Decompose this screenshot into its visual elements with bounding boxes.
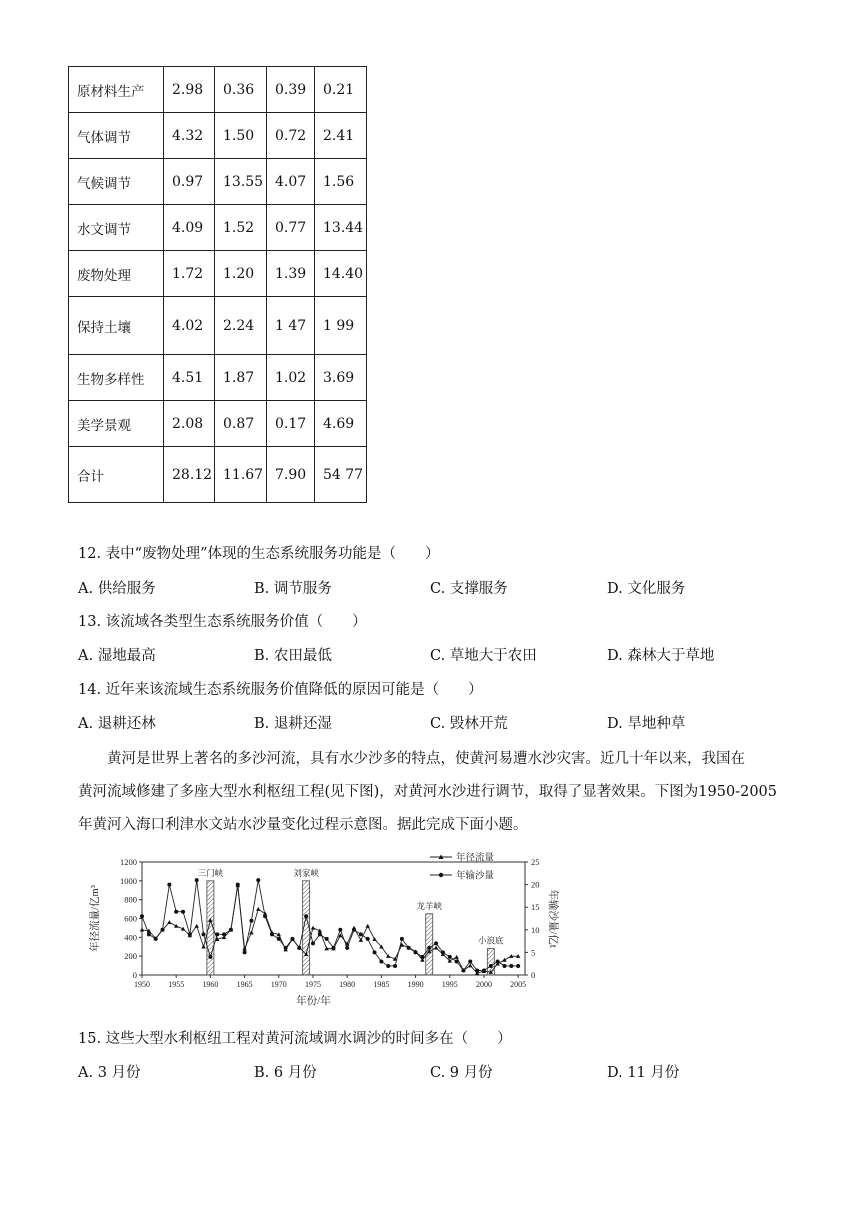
x-tick-label: 1955 — [168, 980, 185, 989]
x-tick-label: 1970 — [270, 980, 287, 989]
table-cell: 54 77 — [315, 447, 367, 503]
runoff-point — [174, 924, 178, 928]
table-row-label: 美学景观 — [69, 401, 164, 447]
q13-option-b: B. 农田最低 — [254, 648, 332, 664]
sediment-point — [427, 946, 431, 950]
sediment-point — [263, 914, 267, 918]
sediment-point — [167, 883, 171, 887]
table-cell: 1.02 — [267, 355, 315, 401]
sediment-point — [174, 910, 178, 914]
question-12-stem: 12. 表中“废物处理”体现的生态系统服务功能是（ ） — [78, 546, 440, 562]
x-tick-label: 2005 — [510, 980, 527, 989]
table-row-label: 合计 — [69, 447, 164, 503]
table-cell: 0.17 — [267, 401, 315, 447]
sediment-point — [236, 883, 240, 887]
sediment-point — [188, 932, 192, 936]
table-cell: 1 47 — [267, 297, 315, 355]
q12-option-b: B. 调节服务 — [254, 581, 332, 597]
sediment-point — [325, 937, 329, 941]
y-left-tick-label: 0 — [132, 970, 137, 980]
sediment-point — [502, 964, 506, 968]
sediment-point — [318, 932, 322, 936]
runoff-point — [365, 924, 369, 928]
sediment-point — [373, 950, 377, 954]
q15-option-b: B. 6 月份 — [254, 1065, 317, 1081]
sediment-point — [140, 914, 144, 918]
runoff-point — [256, 907, 260, 911]
table-body — [69, 67, 367, 503]
table-cell: 0.21 — [315, 67, 367, 113]
y-right-tick-label: 25 — [531, 857, 540, 867]
table-row — [69, 355, 367, 401]
table-cell: 13.55 — [215, 159, 267, 205]
sediment-point — [332, 946, 336, 950]
table-cell: 4.51 — [164, 355, 215, 401]
dam-bar — [426, 914, 433, 975]
sediment-point — [215, 932, 219, 936]
table-row-label: 废物处理 — [69, 251, 164, 297]
runoff-line — [142, 886, 518, 974]
sediment-point — [154, 937, 158, 941]
sediment-point — [284, 946, 288, 950]
legend-sediment-label: 年输沙量 — [456, 871, 495, 882]
table-row — [69, 401, 367, 447]
y-left-tick-label: 600 — [124, 913, 137, 924]
sediment-point — [202, 932, 206, 936]
q15-option-c: C. 9 月份 — [430, 1065, 493, 1081]
table-cell: 2.24 — [215, 297, 267, 355]
sediment-point — [400, 937, 404, 941]
sediment-point — [366, 937, 370, 941]
dam-label: 三门峡 — [197, 867, 224, 878]
table-cell: 4.07 — [267, 159, 315, 205]
table-row-label: 水文调节 — [69, 205, 164, 251]
sediment-point — [455, 959, 459, 963]
y-right-tick-label: 15 — [531, 902, 540, 913]
y-left-tick-label: 800 — [124, 894, 137, 905]
table-cell: 1 99 — [315, 297, 367, 355]
table-row-label: 保持土壤 — [69, 297, 164, 355]
sediment-point — [352, 928, 356, 932]
sediment-point — [181, 910, 185, 914]
q14-option-c: C. 毁林开荒 — [430, 716, 508, 732]
table-cell: 7.90 — [267, 447, 315, 503]
table-cell: 28.12 — [164, 447, 215, 503]
x-tick-label: 1950 — [134, 980, 150, 989]
y-right-tick-label: 0 — [531, 970, 536, 980]
table-row — [69, 159, 367, 205]
y-right-tick-label: 20 — [531, 879, 540, 890]
sediment-point — [249, 919, 253, 923]
sediment-point — [509, 964, 513, 968]
sediment-point — [516, 964, 520, 968]
runoff-point — [167, 920, 171, 924]
sediment-line — [142, 880, 518, 970]
sediment-point — [434, 941, 438, 945]
table-cell: 0.77 — [267, 205, 315, 251]
table-row-label: 气体调节 — [69, 113, 164, 159]
passage-line-1: 黄河是世界上著名的多沙河流，具有水少沙多的特点，使黄河易遭水沙灾害。近几十年以来，我国在 — [107, 751, 745, 767]
q13-option-a: A. 湿地最高 — [78, 648, 156, 664]
sediment-point — [496, 959, 500, 963]
table-cell: 0.39 — [267, 67, 315, 113]
x-tick-label: 1965 — [236, 980, 253, 989]
sediment-point — [208, 955, 212, 959]
table-row-label: 原材料生产 — [69, 67, 164, 113]
dam-label: 小浪底 — [478, 935, 504, 946]
dam-label: 刘家峡 — [293, 867, 319, 878]
runoff-point — [454, 955, 458, 959]
x-axis-label: 年份/年 — [296, 996, 331, 1007]
table-cell: 1.56 — [315, 159, 367, 205]
legend-runoff-label: 年径流量 — [456, 853, 495, 864]
table-cell: 13.44 — [315, 205, 367, 251]
table-cell: 1.72 — [164, 251, 215, 297]
table-row-label: 气候调节 — [69, 159, 164, 205]
passage-line-2: 黄河流域修建了多座大型水利枢纽工程(见下图)，对黄河水沙进行调节，取得了显著效果。下图为1950-2005 — [78, 784, 778, 800]
sediment-point — [482, 968, 486, 972]
table-row — [69, 251, 367, 297]
sediment-point — [386, 964, 390, 968]
sediment-point — [420, 955, 424, 959]
y-right-tick-label: 10 — [531, 924, 540, 935]
question-14-stem: 14. 近年来该流域生态系统服务价值降低的原因可能是（ ） — [78, 682, 483, 698]
sediment-point — [379, 959, 383, 963]
runoff-point — [249, 930, 253, 934]
q14-option-d: D. 旱地种草 — [607, 716, 686, 732]
table-cell: 4.02 — [164, 297, 215, 355]
sediment-point — [290, 937, 294, 941]
y-left-axis-label: 年径流量/亿m³ — [90, 885, 101, 952]
table-cell: 1.50 — [215, 113, 267, 159]
sediment-point — [229, 928, 233, 932]
table-cell: 1.52 — [215, 205, 267, 251]
q15-option-a: A. 3 月份 — [78, 1065, 141, 1081]
y-right-axis-label: 年输沙量/亿t — [547, 889, 558, 948]
sediment-point — [277, 937, 281, 941]
table-cell: 11.67 — [215, 447, 267, 503]
question-15-stem: 15. 这些大型水利枢纽工程对黄河流域调水调沙的时间多在（ ） — [78, 1031, 512, 1047]
q13-option-d: D. 森林大于草地 — [607, 648, 715, 664]
x-tick-label: 1975 — [304, 980, 321, 989]
table-row — [69, 297, 367, 355]
dam-label: 龙羊峡 — [416, 900, 443, 911]
sediment-point — [414, 950, 418, 954]
sediment-point — [195, 878, 199, 882]
runoff-point — [502, 958, 506, 962]
runoff-point — [201, 945, 205, 949]
table-cell: 14.40 — [315, 251, 367, 297]
sediment-point — [161, 928, 165, 932]
ecosystem-service-table — [68, 66, 367, 503]
x-tick-label: 1985 — [373, 980, 390, 989]
sediment-point — [461, 968, 465, 972]
sediment-point — [297, 946, 301, 950]
y-left-tick-label: 400 — [124, 932, 137, 943]
table-cell: 1.87 — [215, 355, 267, 401]
runoff-point — [372, 937, 376, 941]
legend-sediment-marker — [439, 873, 443, 877]
sediment-point — [311, 941, 315, 945]
table-cell: 4.69 — [315, 401, 367, 447]
y-left-tick-label: 200 — [124, 951, 137, 962]
runoff-point — [359, 938, 363, 942]
q12-option-a: A. 供给服务 — [78, 581, 156, 597]
sediment-point — [441, 950, 445, 954]
y-right-tick-label: 5 — [531, 947, 536, 958]
sediment-point — [243, 950, 247, 954]
q12-option-c: C. 支撑服务 — [430, 581, 508, 597]
sediment-point — [468, 959, 472, 963]
yellow-river-flow-sediment-chart — [80, 845, 560, 1015]
sediment-point — [359, 932, 363, 936]
table-cell: 2.08 — [164, 401, 215, 447]
q12-option-d: D. 文化服务 — [607, 581, 686, 597]
q14-option-a: A. 退耕还林 — [78, 716, 156, 732]
q14-option-b: B. 退耕还湿 — [254, 716, 332, 732]
table-row — [69, 67, 367, 113]
sediment-point — [393, 964, 397, 968]
sediment-point — [489, 964, 493, 968]
sediment-point — [147, 932, 151, 936]
q15-option-d: D. 11 月份 — [607, 1065, 680, 1081]
table-cell: 1.39 — [267, 251, 315, 297]
question-13-stem: 13. 该流域各类型生态系统服务价值（ ） — [78, 614, 367, 630]
table-cell: 3.69 — [315, 355, 367, 401]
table-row-label: 生物多样性 — [69, 355, 164, 401]
sediment-point — [448, 955, 452, 959]
runoff-point — [311, 926, 315, 930]
sediment-point — [222, 932, 226, 936]
q13-option-c: C. 草地大于农田 — [430, 648, 537, 664]
table-row — [69, 205, 367, 251]
table-cell: 0.97 — [164, 159, 215, 205]
sediment-point — [338, 928, 342, 932]
table-cell: 4.09 — [164, 205, 215, 251]
sediment-point — [345, 946, 349, 950]
y-left-tick-label: 1200 — [120, 857, 137, 867]
table-row — [69, 113, 367, 159]
table-cell: 0.36 — [215, 67, 267, 113]
x-tick-label: 1995 — [441, 980, 458, 989]
table-cell: 1.20 — [215, 251, 267, 297]
table-cell: 0.87 — [215, 401, 267, 447]
sediment-point — [475, 968, 479, 972]
sediment-point — [270, 932, 274, 936]
x-tick-label: 1990 — [407, 980, 424, 989]
sediment-point — [304, 914, 308, 918]
table-cell: 2.41 — [315, 113, 367, 159]
table-cell: 2.98 — [164, 67, 215, 113]
runoff-point — [195, 924, 199, 928]
x-tick-label: 2000 — [475, 980, 492, 989]
table-cell: 0.72 — [267, 113, 315, 159]
x-tick-label: 1960 — [202, 980, 219, 989]
table-row — [69, 447, 367, 503]
sediment-point — [407, 946, 411, 950]
y-left-tick-label: 1000 — [120, 875, 137, 886]
x-tick-label: 1980 — [339, 980, 356, 989]
passage-line-3: 年黄河入海口利津水文站水沙量变化过程示意图。据此完成下面小题。 — [78, 817, 528, 833]
table-cell: 4.32 — [164, 113, 215, 159]
sediment-point — [256, 878, 260, 882]
